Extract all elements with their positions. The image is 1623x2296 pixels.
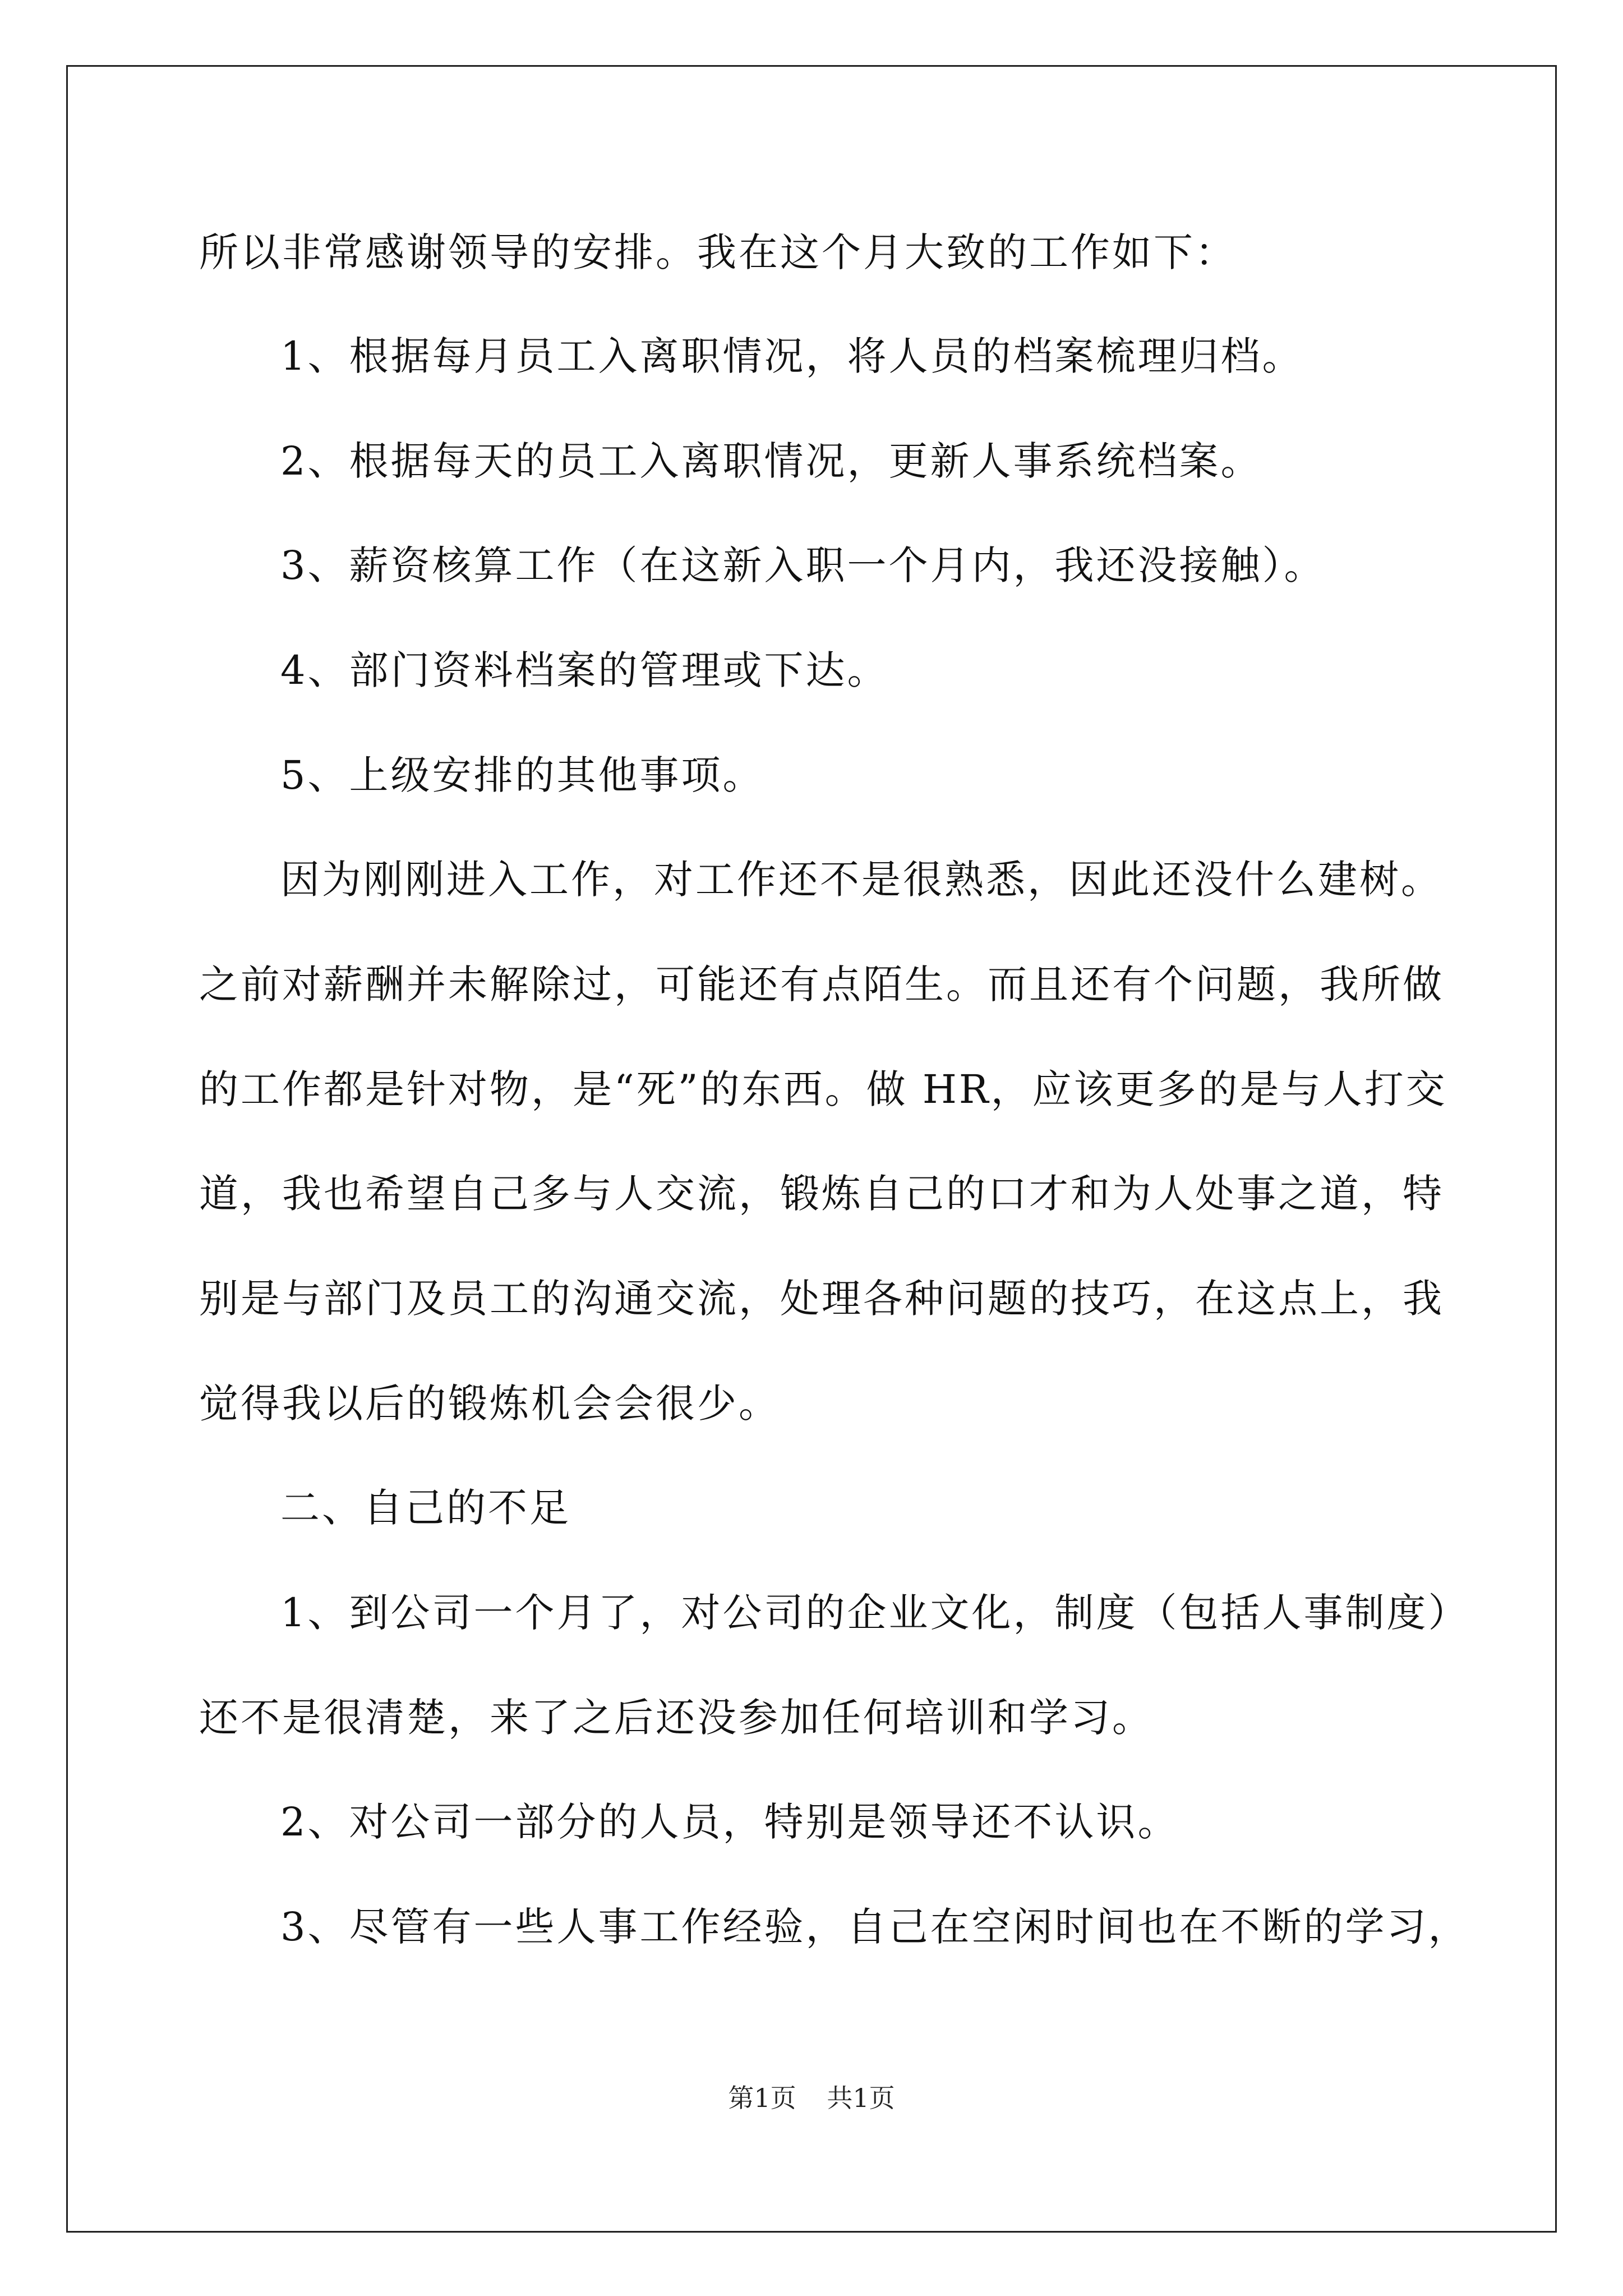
body-line: 因为刚刚进入工作，对工作还不是很熟悉，因此还没什么建树。 <box>280 857 1442 903</box>
list-item: 3、尽管有一些人事工作经验，自己在空闲时间也在不断的学习， <box>280 1904 1470 1950</box>
page-footer <box>0 2081 1623 2115</box>
list-item: 1、到公司一个月了，对公司的企业文化，制度（包括人事制度） <box>280 1590 1470 1636</box>
list-item: 2、根据每天的员工入离职情况，更新人事系统档案。 <box>280 438 1262 484</box>
body-line: 还不是很清楚，来了之后还没参加任何培训和学习。 <box>199 1695 1154 1741</box>
body-line: 别是与部门及员工的沟通交流，处理各种问题的技巧，在这点上，我 <box>199 1276 1444 1322</box>
list-item: 4、部门资料档案的管理或下达。 <box>280 647 889 693</box>
section-heading: 二、自己的不足 <box>280 1485 571 1531</box>
page-number: 第1页 <box>728 2083 796 2113</box>
page-total: 共1页 <box>827 2083 895 2113</box>
body-line: 之前对薪酬并未解除过，可能还有点陌生。而且还有个问题，我所做 <box>199 961 1444 1007</box>
list-item: 2、对公司一部分的人员，特别是领导还不认识。 <box>280 1799 1179 1845</box>
body-line: 觉得我以后的锻炼机会会很少。 <box>199 1381 780 1427</box>
body-line: 道，我也希望自己多与人交流，锻炼自己的口才和为人处事之道，特 <box>199 1171 1444 1217</box>
list-item: 5、上级安排的其他事项。 <box>280 752 764 798</box>
body-line: 的工作都是针对物，是“死”的东西。做 HR，应该更多的是与人打交 <box>199 1066 1447 1112</box>
body-line: 所以非常感谢领导的安排。我在这个月大致的工作如下： <box>199 229 1237 275</box>
list-item: 1、根据每月员工入离职情况，将人员的档案梳理归档。 <box>280 333 1304 379</box>
list-item: 3、薪资核算工作（在这新入职一个月内，我还没接触）。 <box>280 542 1326 588</box>
